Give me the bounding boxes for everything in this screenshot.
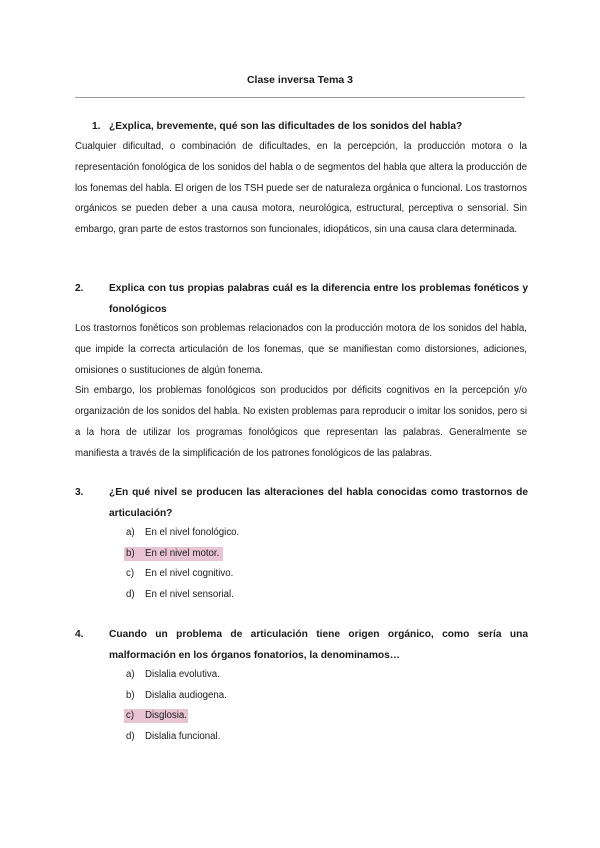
question-3-text: ¿En qué nivel se producen las alteraciones del habla conocidas como trastornos de articulación?	[109, 487, 528, 519]
q4-option-d-text: Dislalia funcional.	[145, 730, 221, 742]
q4-option-a-letter: a)	[126, 669, 135, 680]
answer-2-paragraph-2: Sin embargo, los problemas fonológicos son producidos por déficits cognitivos en la percepción y/o organización de los sonidos del habla. No existen problemas para reproducir o imitar los sonidos, pero si a la hora de utilizar los programas fonológicos que representan las palabras. Generalmente se manifiesta a través de la simplificación de los patrones fonológicos de las palabras.	[75, 385, 527, 459]
q4-option-a	[126, 665, 426, 686]
q4-option-c-text: Disglosia.	[145, 710, 187, 721]
q3-option-d-text: En el nivel sensorial.	[145, 588, 234, 600]
q3-option-b-text: En el nivel motor.	[145, 547, 220, 559]
q4-option-d-letter: d)	[126, 730, 135, 742]
q3-option-c	[126, 564, 426, 585]
document-title: Clase inversa Tema 3	[246, 74, 354, 86]
title-divider	[75, 97, 525, 98]
question-2-text: Explica con tus propias palabras cuál es la diferencia entre los problemas fonéticos y fonológicos	[109, 283, 528, 315]
answer-2-paragraph-1: Los trastornos fonéticos son problemas relacionados con la producción motora de los sonidos del habla, que impide la correcta articulación de los fonemas, que se manifiestan como distorsiones, adiciones, omisiones o sustituciones de algún fonema.	[75, 323, 527, 376]
answer-1-text: Cualquier dificultad, o combinación de dificultades, en la percepción, la producción motora o la representación fonológica de los sonidos del habla o de segmentos del habla que altera la producción de los fonemas del habla. El origen de los TSH puede ser de naturaleza orgánica o funcional. Los trastornos orgánicos se pueden deber a una causa motora, neurológica, estructural, perceptiva o sensorial. Sin embargo, gran parte de estos trastornos son funcionales, idiopáticos, sin una causa clara determinada.	[75, 141, 527, 236]
question-2	[75, 278, 528, 320]
q3-option-c-text: En el nivel cognitivo.	[145, 568, 234, 579]
q4-option-a-text: Dislalia evolutiva.	[145, 669, 220, 680]
question-3-options	[126, 523, 426, 605]
question-1	[92, 116, 528, 137]
q4-option-b-letter: b)	[126, 689, 135, 701]
question-4	[75, 624, 528, 666]
q4-option-c	[126, 706, 426, 727]
question-4-text: Cuando un problema de articulación tiene origen orgánico, como sería una malformación en los órganos fonatorios, la denominamos…	[109, 629, 528, 661]
question-4-options	[126, 665, 426, 747]
q3-option-a	[126, 523, 426, 544]
q3-option-d	[126, 585, 426, 606]
question-3	[75, 482, 528, 524]
q4-option-b-text: Dislalia audiogena.	[145, 689, 227, 701]
q4-option-b	[126, 686, 426, 707]
q4-option-d	[126, 727, 426, 748]
q3-option-a-letter: a)	[126, 527, 135, 538]
q3-option-c-letter: c)	[126, 568, 135, 579]
q4-option-c-letter: c)	[126, 710, 135, 721]
q3-option-a-text: En el nivel fonológico.	[145, 527, 240, 538]
q3-option-d-letter: d)	[126, 588, 135, 600]
question-1-text: ¿Explica, brevemente, qué son las dificultades de los sonidos del habla?	[109, 121, 463, 132]
q3-option-b-letter: b)	[126, 547, 135, 559]
answer-2	[75, 319, 527, 465]
question-1-number: 1.	[92, 121, 101, 132]
answer-1	[75, 137, 527, 241]
question-2-number: 2.	[75, 283, 84, 294]
q3-option-b	[126, 544, 426, 565]
question-3-number: 3.	[75, 487, 84, 498]
question-4-number: 4.	[75, 629, 84, 640]
